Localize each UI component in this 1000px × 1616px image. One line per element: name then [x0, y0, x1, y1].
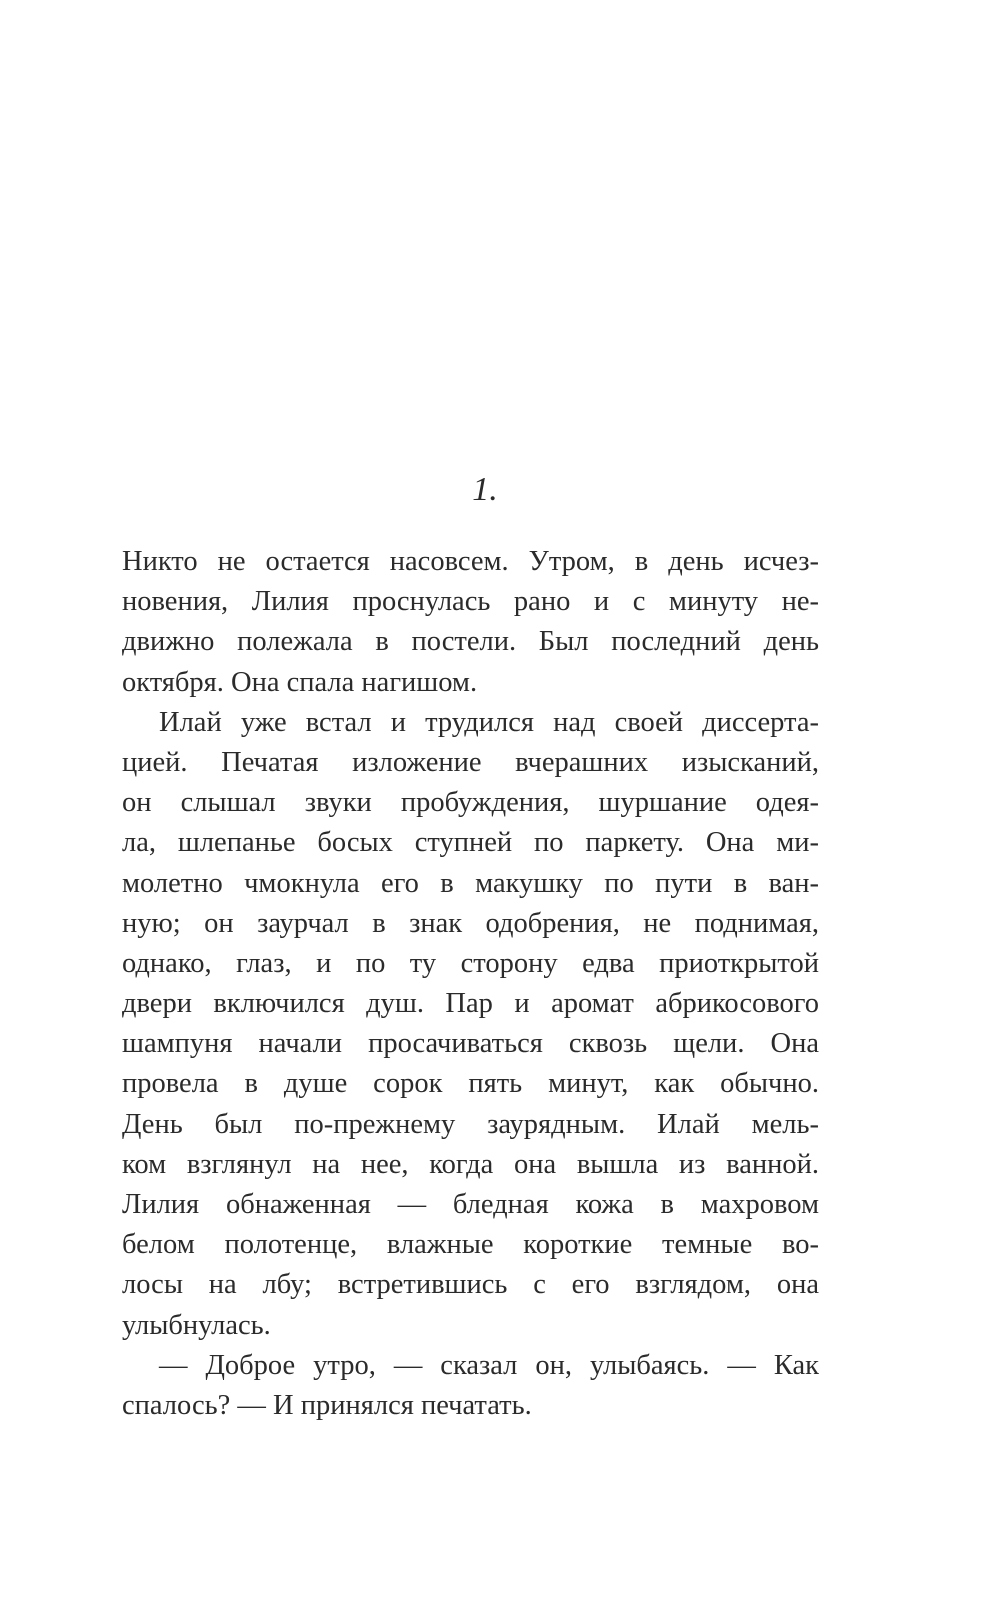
- text-line: Илай уже встал и трудился над своей диссерта-: [159, 706, 819, 738]
- text-line: провела в душе сорок пять минут, как обычно.: [122, 1068, 819, 1100]
- text-line: ком взглянул на нее, когда она вышла из ванной.: [122, 1148, 819, 1180]
- text-line: двери включился душ. Пар и аромат абрикосового: [122, 988, 819, 1020]
- text-line: спалось? — И принялся печатать.: [122, 1389, 532, 1421]
- text-line: Никто не остается насовсем. Утром, в день исчез-: [122, 546, 819, 577]
- text-line: лосы на лбу; встретившись с его взглядом, она: [122, 1269, 819, 1301]
- text-line: новения, Лилия проснулась рано и с минуту не-: [122, 586, 819, 618]
- text-line: белом полотенце, влажные короткие темные во-: [122, 1229, 819, 1261]
- text-line: — Доброе утро, — сказал он, улыбаясь. — Как: [159, 1349, 819, 1381]
- paragraph-1: [122, 542, 819, 703]
- text-line: октября. Она спала нагишом.: [122, 666, 478, 698]
- text-line: День был по-прежнему заурядным. Илай мель-: [122, 1108, 819, 1140]
- chapter-number: 1.: [472, 471, 498, 508]
- text-line: ла, шлепанье босых ступней по паркету. Она ми-: [122, 827, 819, 859]
- text-line: шампуня начали просачиваться сквозь щели. Она: [122, 1028, 819, 1060]
- text-line: однако, глаз, и по ту сторону едва приоткрытой: [122, 947, 819, 979]
- text-line: движно полежала в постели. Был последний день: [122, 626, 819, 658]
- chapter-body-text: [122, 542, 819, 1426]
- text-line: улыбнулась.: [122, 1309, 271, 1341]
- text-line: ную; он заурчал в знак одобрения, не поднимая,: [122, 907, 819, 939]
- text-line: молетно чмокнула его в макушку по пути в ван-: [122, 867, 819, 899]
- text-line: Лилия обнаженная — бледная кожа в махровом: [122, 1189, 819, 1220]
- text-line: он слышал звуки пробуждения, шуршание одея-: [122, 787, 819, 819]
- paragraph-2: [122, 703, 819, 1346]
- paragraph-3: [122, 1346, 819, 1426]
- text-line: цией. Печатая изложение вчерашних изысканий,: [122, 746, 819, 778]
